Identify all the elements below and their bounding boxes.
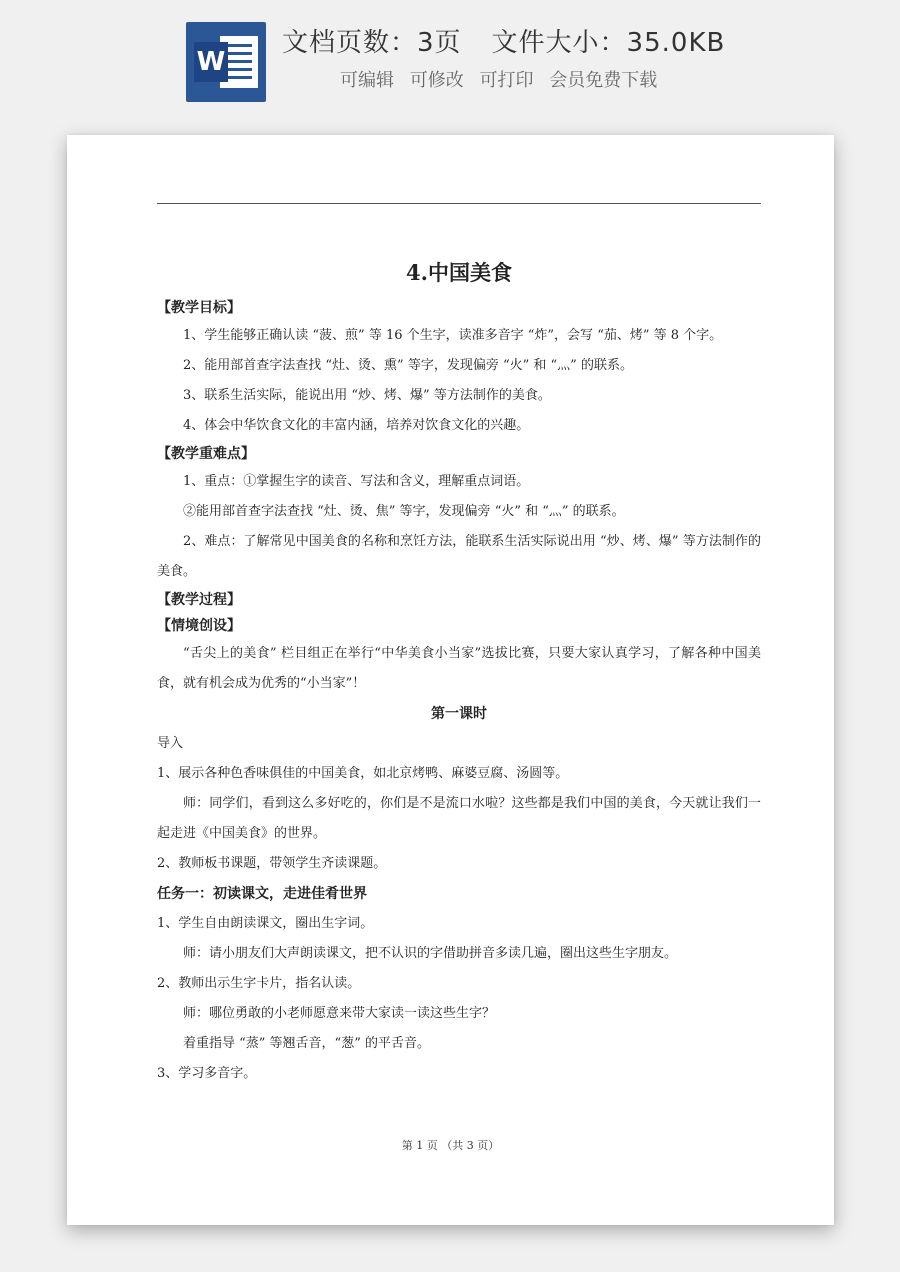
task-step: 2、教师出示生字卡片，指名认读。 (157, 976, 361, 991)
word-doc-icon (186, 22, 266, 102)
lesson-heading: 第一课时 (431, 706, 487, 722)
scene-heading: 【情境创设】 (157, 618, 241, 634)
intro-label: 导入 (157, 736, 184, 751)
key-item: 2、难点：了解常见中国美食的名称和烹饪方法，能联系生活实际说出用 “炒、烤、爆” 等方法制作的美食。 (157, 534, 761, 579)
logo-letter: W (194, 42, 228, 82)
document-title: 4.中国美食 (406, 260, 512, 285)
process-heading: 【教学过程】 (157, 592, 241, 608)
key-item: ②能用部首查字法查找 “灶、烫、焦” 等字，发现偏旁 “火” 和 “灬” 的联系。 (183, 504, 625, 519)
banner-title (282, 22, 842, 62)
key-heading: 【教学重难点】 (157, 446, 255, 462)
feature-modifiable: 可修改 (409, 70, 464, 91)
goal-item: 4、体会中华饮食文化的丰富内涵，培养对饮食文化的兴趣。 (183, 418, 530, 433)
task-note: 着重指导 “蒸” 等翘舌音，“葱” 的平舌音。 (183, 1036, 430, 1051)
task-step: 3、学习多音字。 (157, 1066, 257, 1081)
page-content (157, 255, 761, 1089)
task-teacher-line: 师：哪位勇敢的小老师愿意来带大家读一读这些生字？ (183, 1006, 496, 1021)
goal-item: 1、学生能够正确认读 “菠、煎” 等 16 个生字，读准多音字 “炸”，会写 “茄、烤” 等 8 个字。 (183, 328, 723, 343)
intro-step: 1、展示各种色香味俱佳的中国美食，如北京烤鸭、麻婆豆腐、汤圆等。 (157, 766, 569, 781)
task-step: 1、学生自由朗读课文，圈出生字词。 (157, 916, 374, 931)
feature-printable: 可打印 (479, 70, 534, 91)
page-footer: 第 1 页 （共 3 页） (401, 1139, 500, 1152)
task-teacher-line: 师：请小朋友们大声朗读课文，把不认识的字借助拼音多读几遍，圈出这些生字朋友。 (183, 946, 678, 961)
scene-text: “舌尖上的美食” 栏目组正在举行“中华美食小当家”选拔比赛，只要大家认真学习，了解各种中国美食，就有机会成为优秀的“小当家”！ (157, 646, 761, 691)
intro-teacher-line: 师：同学们，看到这么多好吃的，你们是不是流口水啦？这些都是我们中国的美食，今天就让我们一起走进《中国美食》的世界。 (157, 796, 761, 841)
key-item: 1、重点：①掌握生字的读音、写法和含义，理解重点词语。 (183, 474, 530, 489)
pages-count: 文档页数：3页 (282, 28, 462, 58)
document-page (67, 135, 834, 1225)
task-heading: 任务一：初读课文，走进佳肴世界 (157, 886, 367, 902)
feature-member-download: 会员免费下载 (549, 70, 658, 91)
feature-editable: 可编辑 (340, 70, 394, 91)
download-banner (0, 0, 900, 120)
header-rule (157, 203, 761, 204)
goal-item: 2、能用部首查字法查找 “灶、烫、熏” 等字，发现偏旁 “火” 和 “灬” 的联系。 (183, 358, 633, 373)
feature-list (340, 66, 657, 92)
goal-item: 3、联系生活实际，能说出用 “炒、烤、爆” 等方法制作的美食。 (183, 388, 551, 403)
goals-heading: 【教学目标】 (157, 300, 241, 316)
file-size: 文件大小：35.0KB (491, 28, 726, 58)
intro-step: 2、教师板书课题，带领学生齐读课题。 (157, 856, 387, 871)
